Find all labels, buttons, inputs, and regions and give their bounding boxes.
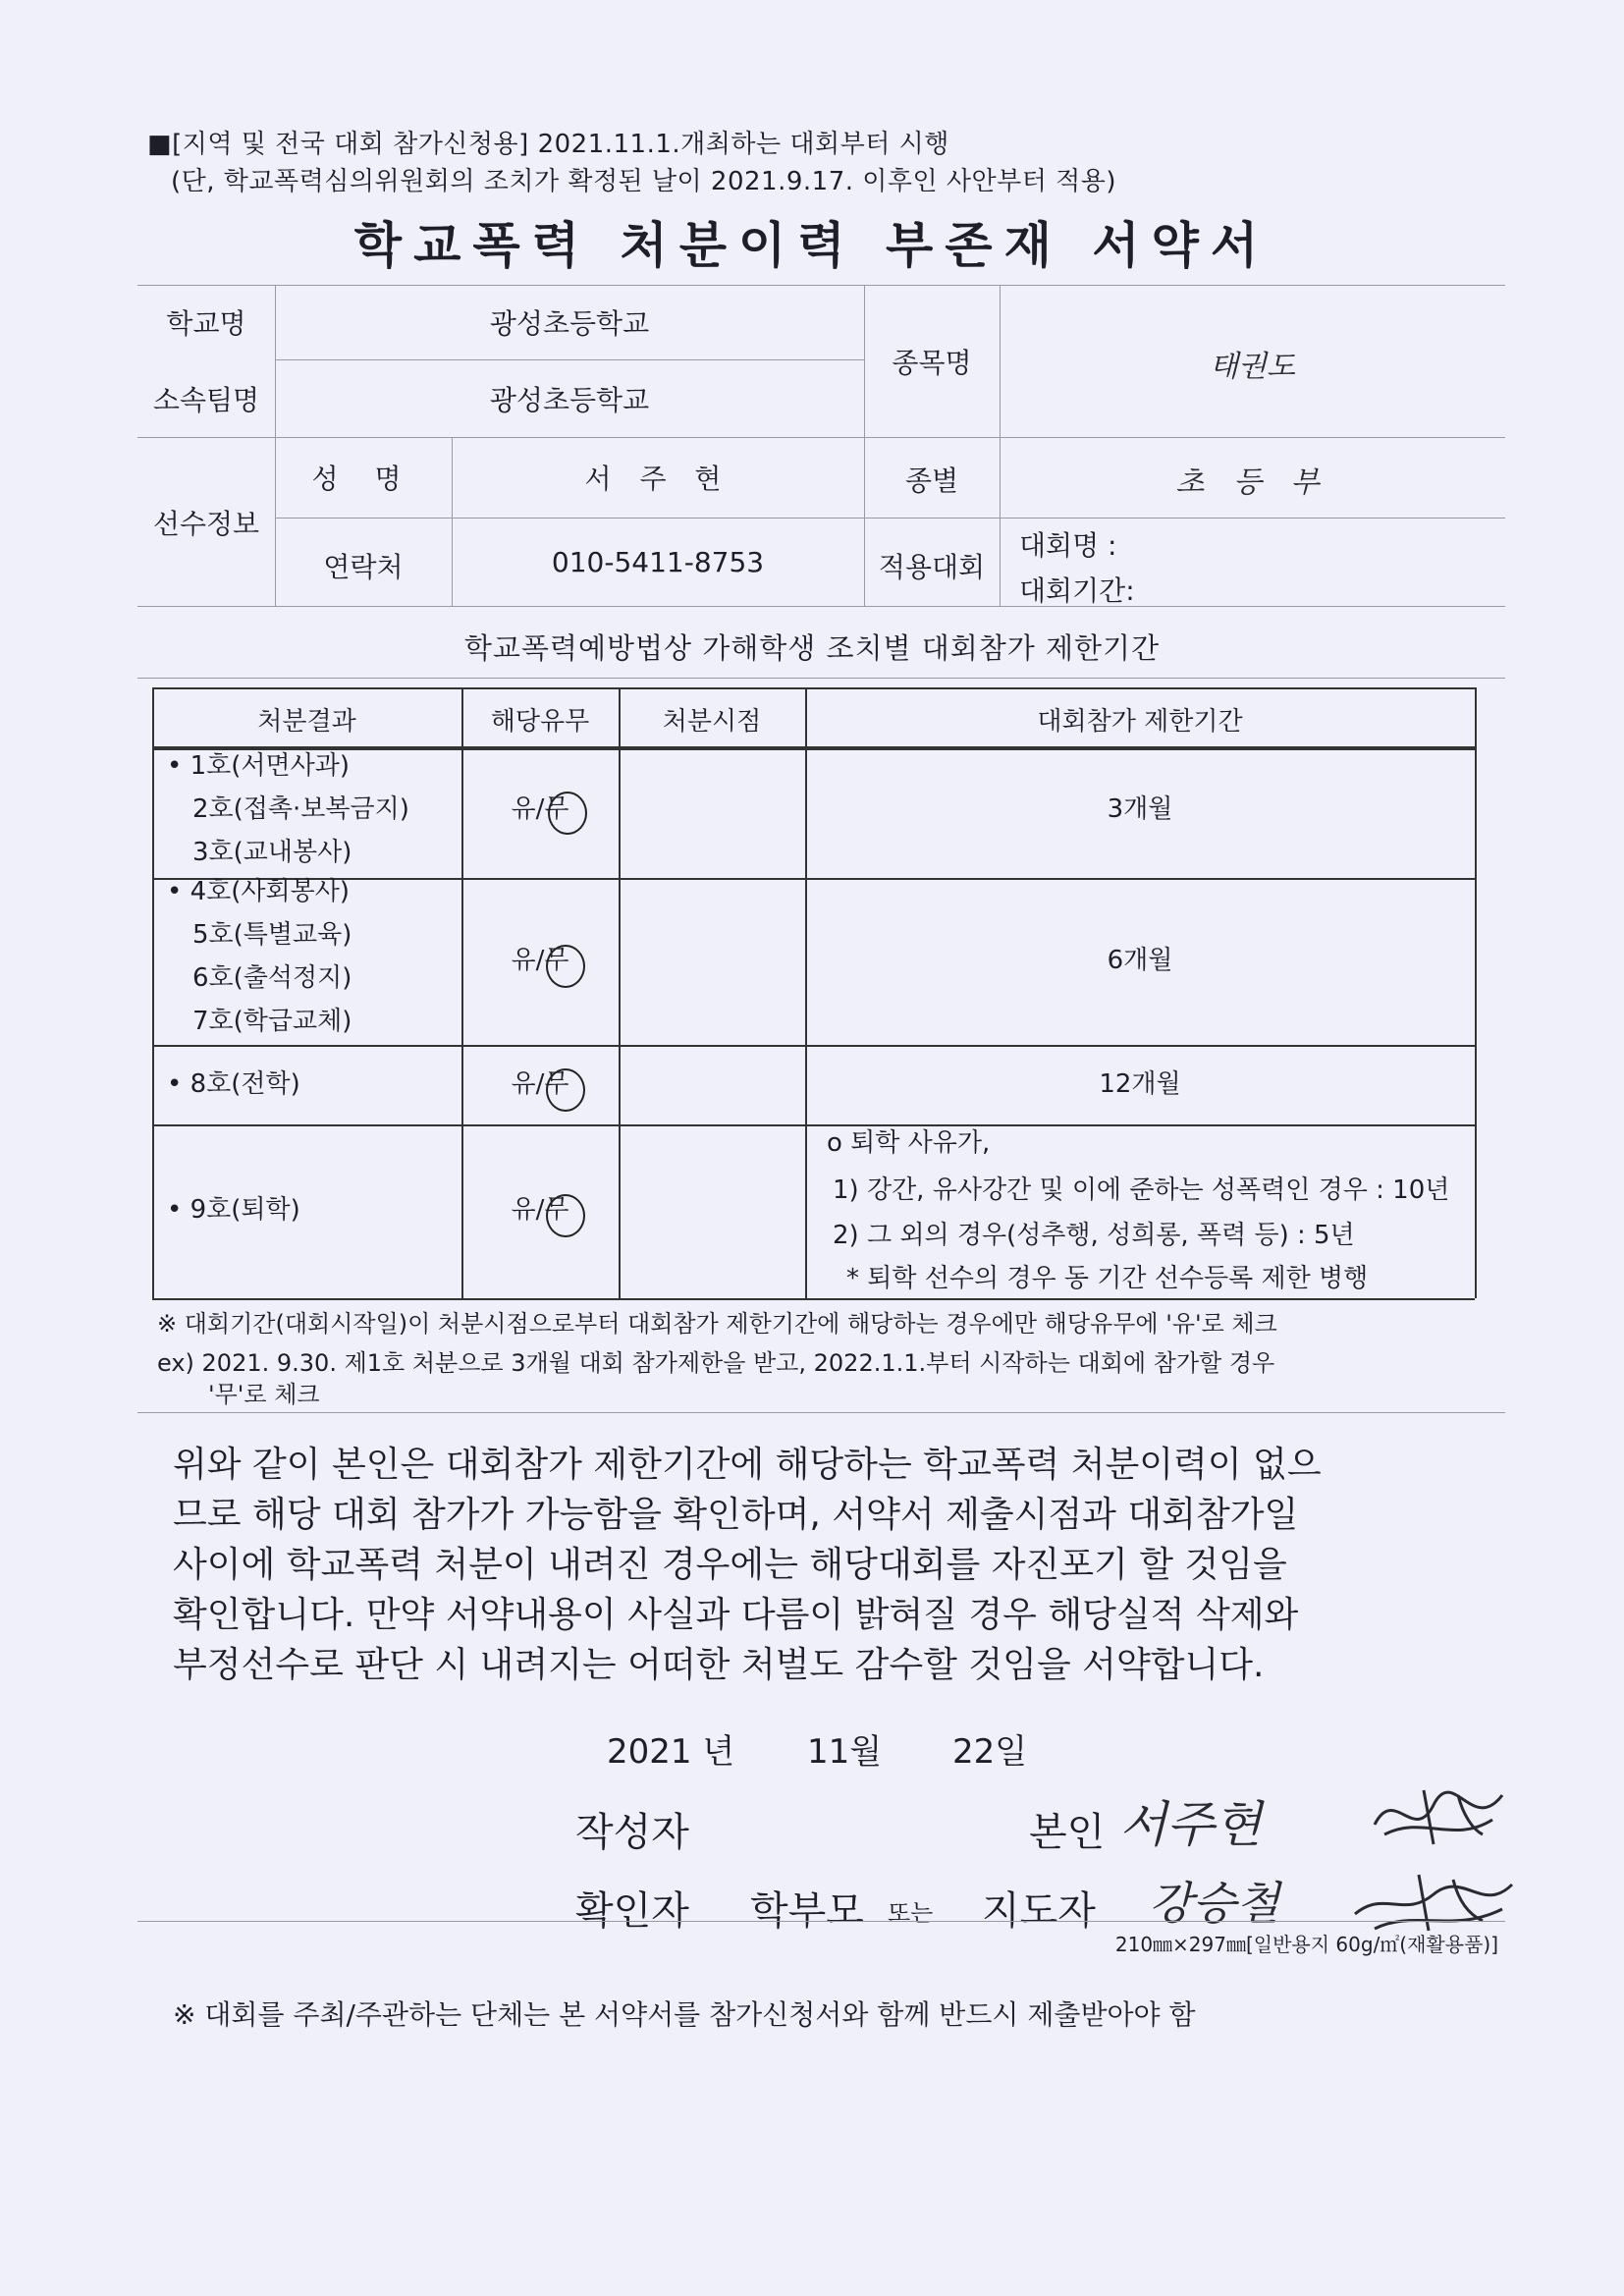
- table-row-1-item: 3호(교내봉사): [192, 838, 352, 867]
- check-circle-mark: [548, 792, 587, 835]
- restriction-row-divider: [152, 1124, 1475, 1126]
- header-period: 대회참가 제한기간: [1037, 707, 1243, 737]
- name-value: 서 주 현: [584, 463, 731, 495]
- date-year: 2021 년: [607, 1732, 735, 1772]
- table-row-4-period-line: 2) 그 외의 경우(성추행, 성희롱, 폭력 등) : 5년: [833, 1221, 1355, 1250]
- table-row-3-check: 유/무: [511, 1069, 569, 1099]
- self-label: 본인: [1029, 1810, 1106, 1855]
- school-value: 광성초등학교: [489, 307, 650, 340]
- restriction-row-divider: [152, 878, 1475, 880]
- header-notice-sub: (단, 학교폭력심의위원회의 조치가 확정된 날이 2021.9.17. 이후인 사안부터 적용): [171, 167, 1117, 196]
- info-col-divider: [1000, 285, 1001, 606]
- table-row-2-item: • 4호(사회봉사): [167, 877, 351, 906]
- event-period-label: 대회기간:: [1019, 574, 1135, 607]
- event-name-label: 대회명 :: [1019, 529, 1117, 562]
- header-result: 처분결과: [257, 707, 356, 737]
- restriction-col-line: [619, 687, 621, 1298]
- signature-divider: [137, 1921, 1505, 1922]
- division-value: 초 등 부: [1175, 465, 1329, 500]
- info-row-divider: [137, 437, 1505, 438]
- pledge-line: 사이에 학교폭력 처분이 내려진 경우에는 해당대회를 자진포기 할 것임을: [173, 1545, 1287, 1585]
- table-row-4-period-line: 1) 강간, 유사강간 및 이에 준하는 성폭력인 경우 : 10년: [833, 1175, 1450, 1205]
- table-row-2-check: 유/무: [511, 946, 569, 975]
- check-circle-mark: [546, 1194, 585, 1237]
- or-label: 또는: [888, 1899, 934, 1927]
- seal-signature-2: [1345, 1860, 1522, 1939]
- note-1: ※ 대회기간(대회시작일)이 처분시점으로부터 대회참가 제한기간에 해당하는 경우에만 해당유무에 '유'로 체크: [157, 1310, 1277, 1338]
- date-day: 22일: [952, 1732, 1028, 1772]
- header-notice: ■[지역 및 전국 대회 참가신청용] 2021.11.1.개최하는 대회부터 시행: [147, 130, 949, 159]
- table-row-4-check: 유/무: [511, 1195, 569, 1225]
- info-row-divider: [275, 359, 864, 360]
- pledge-line: 확인합니다. 만약 서약내용이 사실과 다름이 밝혀질 경우 해당실적 삭제와: [173, 1595, 1299, 1635]
- parent-label: 학부모: [750, 1888, 864, 1934]
- restriction-header-bottom: [152, 746, 1475, 750]
- bottom-note: ※ 대회를 주최/주관하는 단체는 본 서약서를 참가신청서와 함께 반드시 제출받아야 함: [173, 1998, 1196, 2031]
- restriction-table-top: [152, 687, 1475, 689]
- note-2-cont: '무'로 체크: [208, 1381, 320, 1408]
- seal-signature-1: [1365, 1776, 1512, 1854]
- sport-label: 종목명: [892, 347, 972, 379]
- check-circle-mark: [546, 1068, 585, 1112]
- table-row-1-check: 유/무: [511, 794, 569, 824]
- coach-signature: 강승철: [1149, 1877, 1280, 1930]
- name-label: 성 명: [311, 463, 415, 495]
- restriction-col-line: [1475, 687, 1477, 1298]
- info-table-top: [137, 285, 1505, 286]
- team-value: 광성초등학교: [489, 384, 650, 416]
- restriction-col-line: [152, 687, 154, 1298]
- table-row-2-item: 5호(특별교육): [192, 920, 352, 950]
- coach-label: 지도자: [982, 1888, 1096, 1934]
- pledge-line: 위와 같이 본인은 대회참가 제한기간에 해당하는 학교폭력 처분이력이 없으: [173, 1445, 1322, 1485]
- notes-divider: [137, 1412, 1505, 1413]
- note-2: ex) 2021. 9.30. 제1호 처분으로 3개월 대회 참가제한을 받고, 2022.1.1.부터 시작하는 대회에 참가할 경우: [157, 1349, 1275, 1377]
- info-table-bottom: [137, 606, 1505, 607]
- header-applicable: 해당유무: [490, 707, 590, 737]
- date-month: 11월: [807, 1732, 883, 1772]
- table-row-3-item: • 8호(전학): [167, 1069, 300, 1099]
- player-info-label: 선수정보: [152, 508, 260, 540]
- table-row-1-period: 3개월: [1107, 794, 1173, 824]
- table-row-1-item: 2호(접촉·보복금지): [192, 794, 409, 824]
- section-divider: [137, 678, 1505, 679]
- table-row-1-item: • 1호(서면사과): [167, 751, 351, 781]
- event-label: 적용대회: [878, 551, 986, 583]
- division-label: 종별: [904, 465, 959, 497]
- self-signature: 서주현: [1119, 1796, 1262, 1853]
- paper-spec: 210㎜×297㎜[일반용지 60g/㎡(재활용품)]: [1114, 1933, 1498, 1956]
- table-row-4-item: • 9호(퇴학): [167, 1195, 300, 1225]
- sport-value: 태권도: [1210, 350, 1295, 384]
- team-label: 소속팀명: [152, 384, 260, 416]
- author-label: 작성자: [575, 1810, 689, 1855]
- contact-value: 010-5411-8753: [551, 546, 765, 578]
- page-title: 학교폭력 처분이력 부존재 서약서: [353, 217, 1271, 274]
- table-row-2-item: 6호(출석정지): [192, 963, 352, 993]
- contact-label: 연락처: [323, 551, 404, 583]
- check-circle-mark: [546, 945, 585, 988]
- table-row-4-period-line: o 퇴학 사유가,: [827, 1128, 991, 1158]
- school-label: 학교명: [166, 307, 246, 340]
- section-title: 학교폭력예방법상 가해학생 조치별 대회참가 제한기간: [463, 631, 1161, 665]
- verifier-label: 확인자: [575, 1888, 689, 1934]
- pledge-line: 므로 해당 대회 참가가 가능함을 확인하며, 서약서 제출시점과 대회참가일: [173, 1495, 1299, 1535]
- table-row-4-period-line: * 퇴학 선수의 경우 동 기간 선수등록 제한 병행: [846, 1264, 1369, 1293]
- info-row-divider: [275, 518, 1505, 519]
- header-timing: 처분시점: [662, 707, 762, 737]
- table-row-2-item: 7호(학급교체): [192, 1007, 352, 1036]
- restriction-row-divider: [152, 1045, 1475, 1047]
- table-row-3-period: 12개월: [1099, 1069, 1181, 1099]
- restriction-col-line: [805, 687, 807, 1298]
- table-row-2-period: 6개월: [1107, 946, 1173, 975]
- pledge-line: 부정선수로 판단 시 내려지는 어떠한 처벌도 감수할 것임을 서약합니다.: [173, 1645, 1265, 1685]
